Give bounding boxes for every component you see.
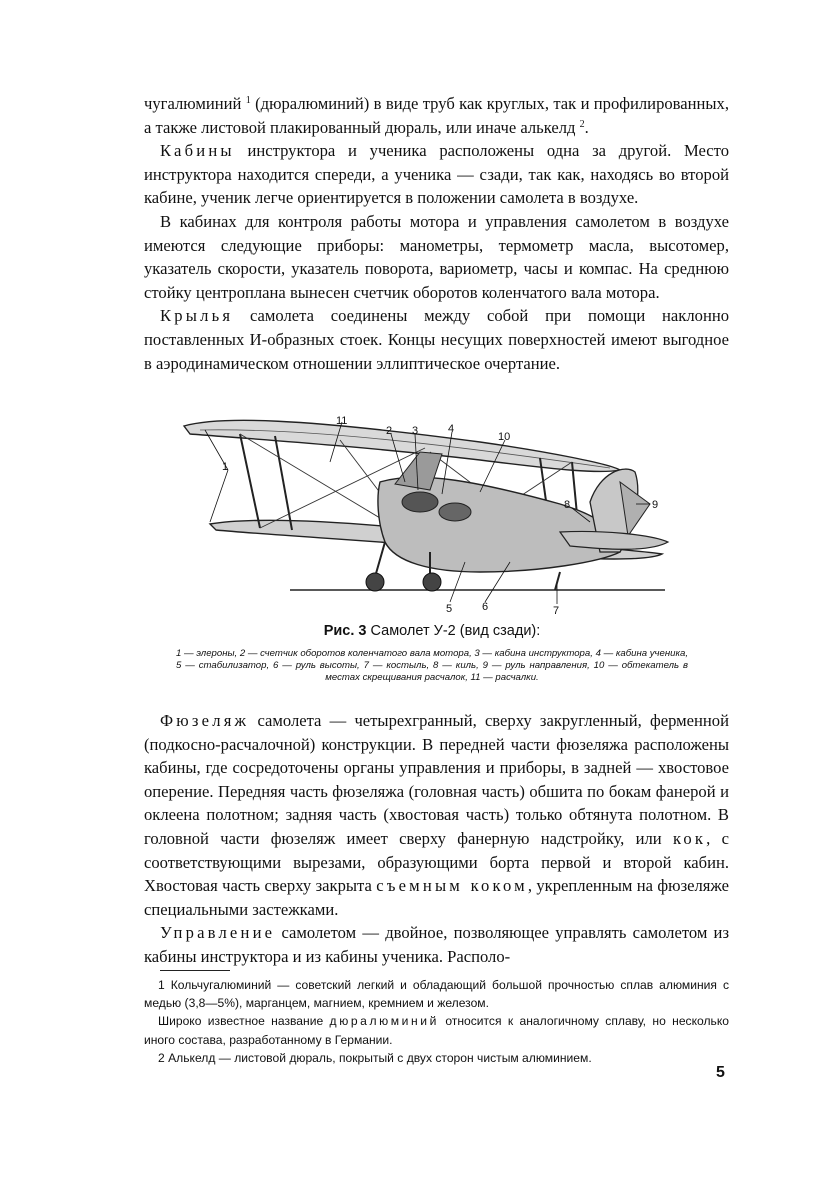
student-cockpit <box>439 503 471 521</box>
paragraph-instruments: В кабинах для контроля работы мотора и управления самолетом в воздухе имеются следующие приборы: манометры, термометр масла, высотомер, указатель скорости, указатель поворота, вариометр, часы и компас. На среднюю стойку центроплана вынесен счетчик оборотов коленчатого вала мотора. <box>144 211 729 302</box>
paragraph-wings: Крылья самолета соединены между собой при помощи наклонно поставленных И-образных стоек. Концы несущих поверхностей имеют выгодное в аэродинамическом отношении эллиптическое очертание. <box>144 306 729 373</box>
upper-wing <box>184 420 620 471</box>
paragraph-cabins: Кабины инструктора и ученика расположены одна за другой. Место инструктора находится спереди, а ученика — сзади, так как, находясь во второй кабине, ученик легче ориентируется в положении самолета в воздухе. <box>144 141 729 208</box>
caption-legend: 1 — элероны, 2 — счетчик оборотов коленчатого вала мотора, 3 — кабина инструктора, 4 — кабина ученика, 5 — стабилизатор, 6 — руль высоты, 7 — костыль, 8 — киль, 9 — руль направления, 10 — обтекатель в местах скрещивания расчалок, 11 — расчалки. <box>176 647 688 683</box>
figure-label-9: 9 <box>652 499 659 511</box>
figure-label-6: 6 <box>482 601 489 613</box>
stabilizer <box>560 531 668 549</box>
figure-label-8: 8 <box>564 499 571 511</box>
figure-caption <box>176 620 688 684</box>
body-text-top <box>144 92 729 375</box>
footnote-ref-2: 2 <box>579 118 585 130</box>
footnotes <box>144 976 729 1067</box>
figure-u2-airplane <box>180 412 670 617</box>
footnote-ref-1: 1 <box>245 95 251 106</box>
landing-gear <box>375 542 385 577</box>
figure-label-5: 5 <box>446 603 453 615</box>
airplane-illustration <box>180 412 670 617</box>
wheel-right <box>423 573 441 591</box>
wheel-left <box>366 573 384 591</box>
paragraph-fuselage: Фюзеляж самолета — четырехгранный, сверху закругленный, ферменной (подкосно-расчалочной) конструкции. В передней части фюзеляжа расположены кабины, где сосредоточены органы управления и приборы, в задней — хвостовое оперение. Передняя часть фюзеляжа (головная часть) обшита по бокам фанерой и оклеена полотном; задняя часть (хвостовая часть) только обтянута полотном. В головной части фюзеляж имеет сверху фанерную надстройку, или кок, с соответствующими вырезами, образующими борта первой и второй кабин. Хвостовая часть сверху закрыта съемным коком, укрепленным на фюзеляже специальными застежками. <box>144 711 730 919</box>
figure-label-2: 2 <box>386 425 393 437</box>
figure-label-1: 1 <box>222 461 229 473</box>
footnote-1: 1 Кольчугалюминий — советский легкий и обладающий большой прочностью сплав алюминия с медью (3,8—5%), марганцем, магнием, кремнием и железом. <box>144 978 729 1011</box>
footnote-1-continued: Широко известное название дюралюминий относится к аналогичному сплаву, но несколько иного состава, разработанному в Германии. <box>144 1014 729 1047</box>
fuselage <box>378 477 620 572</box>
figure-label-4: 4 <box>448 423 455 435</box>
caption-title: Рис. 3 Самолет У-2 (вид сзади): <box>323 623 541 639</box>
figure-label-11: 11 <box>336 415 348 427</box>
body-text-bottom <box>144 709 729 969</box>
page-number: 5 <box>716 1064 725 1081</box>
instructor-cockpit <box>402 492 438 512</box>
figure-label-3: 3 <box>412 425 419 437</box>
paragraph-controls: Управление самолетом — двойное, позволяющее управлять самолетом из кабины инструктора и из кабины ученика. Располо- <box>144 923 729 966</box>
paragraph-alloy: чугалюминий $^1$ (дюралюминий) в виде труб как круглых, так и профилированных, а также листовой плакированный дюраль, или иначе алькелд $^2$. <box>144 94 729 137</box>
wing-strut-left <box>240 434 260 528</box>
figure-label-7: 7 <box>553 605 560 617</box>
footnote-2: 2 Алькелд — листовой дюраль, покрытый с двух сторон чистым алюминием. <box>158 1050 592 1065</box>
tail-skid <box>555 572 560 590</box>
figure-label-10: 10 <box>498 431 511 443</box>
footnote-rule <box>160 970 230 971</box>
